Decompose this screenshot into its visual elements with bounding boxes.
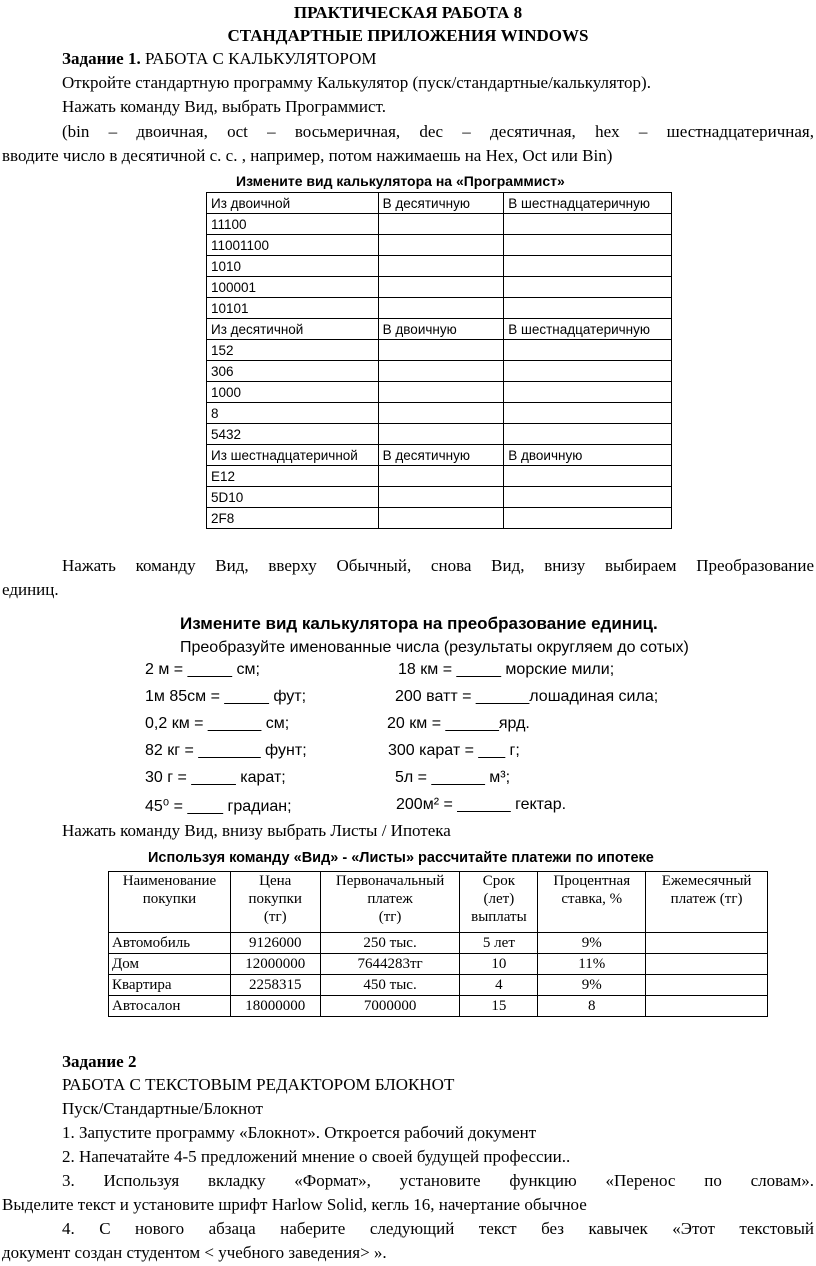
task1-paragraph-3b: вводите число в десятичной с. с. , например, потом нажимаешь на Hex, Oct или Bin) xyxy=(2,146,613,165)
programmer-value-cell: 10101 xyxy=(207,298,379,319)
programmer-header-row xyxy=(207,445,672,466)
units-exercise-right: 200м² = ______ гектар. xyxy=(396,796,567,813)
programmer-header-row xyxy=(207,193,672,214)
table-row xyxy=(207,256,672,277)
mortgage-header-line: покупки xyxy=(248,891,302,907)
programmer-answer-cell[interactable] xyxy=(504,298,672,319)
table-row xyxy=(207,340,672,361)
units-exercise-right: 200 ватт = ______лошадиная сила; xyxy=(395,688,659,705)
mortgage-header-line: (тг) xyxy=(378,909,402,925)
units-exercise-left: 30 г = _____ карат; xyxy=(145,769,286,786)
mortgage-answer-cell[interactable] xyxy=(646,954,768,975)
mortgage-header-line: Наименование xyxy=(122,873,217,889)
programmer-answer-cell[interactable] xyxy=(504,277,672,298)
programmer-value-cell: 11100 xyxy=(207,214,379,235)
task1-paragraph-2: Нажать команду Вид, выбрать Программист. xyxy=(62,97,386,116)
table-row xyxy=(109,996,768,1017)
programmer-answer-cell[interactable] xyxy=(504,235,672,256)
programmer-header-cell: В шестнадцатеричную xyxy=(504,319,672,340)
programmer-header-cell: Из десятичной xyxy=(207,319,379,340)
table-row xyxy=(207,382,672,403)
mortgage-caption: Используя команду «Вид» - «Листы» рассчитайте платежи по ипотеке xyxy=(148,850,654,866)
programmer-answer-cell[interactable] xyxy=(378,214,504,235)
task1-title: РАБОТА С КАЛЬКУЛЯТОРОМ xyxy=(140,49,377,68)
task1-heading xyxy=(62,48,377,70)
mortgage-header-line: Срок xyxy=(482,873,516,889)
programmer-answer-cell[interactable] xyxy=(504,424,672,445)
mortgage-value-cell: 9126000 xyxy=(230,933,320,954)
mortgage-value-cell: 11% xyxy=(538,954,646,975)
units-exercise-right: 18 км = _____ морские мили; xyxy=(398,661,615,678)
mortgage-header-line: ставка, % xyxy=(561,891,623,907)
programmer-header-cell: Из двоичной xyxy=(207,193,379,214)
mortgage-value-cell: 7644283тг xyxy=(320,954,460,975)
mortgage-header-line: покупки xyxy=(142,891,197,907)
programmer-value-cell: 2F8 xyxy=(207,508,379,529)
programmer-caption: Измените вид калькулятора на «Программист» xyxy=(236,173,565,189)
mortgage-value-cell: Квартира xyxy=(109,975,231,996)
programmer-answer-cell[interactable] xyxy=(378,277,504,298)
programmer-value-cell: 100001 xyxy=(207,277,379,298)
programmer-answer-cell[interactable] xyxy=(378,235,504,256)
programmer-answer-cell[interactable] xyxy=(378,340,504,361)
mortgage-value-cell: Автосалон xyxy=(109,996,231,1017)
programmer-answer-cell[interactable] xyxy=(378,403,504,424)
doc-subtitle: СТАНДАРТНЫЕ ПРИЛОЖЕНИЯ WINDOWS xyxy=(227,26,589,45)
programmer-answer-cell[interactable] xyxy=(378,487,504,508)
programmer-answer-cell[interactable] xyxy=(504,508,672,529)
programmer-header-cell: В десятичную xyxy=(378,193,504,214)
doc-title: ПРАКТИЧЕСКАЯ РАБОТА 8 xyxy=(293,3,523,22)
mortgage-header-cell xyxy=(109,872,231,933)
task1-paragraph-3a: (bin – двоичная, oct – восьмеричная, dec – десятичная, hex – шестнадцатеричная, xyxy=(62,122,814,141)
units-subtitle: Преобразуйте именованные числа (результаты округляем до сотых) xyxy=(180,639,689,656)
mortgage-header-line: (лет) xyxy=(483,891,515,907)
mortgage-answer-cell[interactable] xyxy=(646,975,768,996)
programmer-value-cell: 306 xyxy=(207,361,379,382)
table-row xyxy=(109,954,768,975)
task2-step-4a: 4. С нового абзаца наберите следующий текст без кавычек «Этот текстовый xyxy=(62,1219,814,1238)
mortgage-value-cell: 18000000 xyxy=(230,996,320,1017)
programmer-answer-cell[interactable] xyxy=(378,361,504,382)
mortgage-value-cell: Автомобиль xyxy=(109,933,231,954)
units-exercise-left: 2 м = _____ см; xyxy=(145,661,260,678)
mortgage-value-cell: 9% xyxy=(538,933,646,954)
mortgage-value-cell: 15 xyxy=(460,996,538,1017)
mortgage-value-cell: 8 xyxy=(538,996,646,1017)
units-intro-b: единиц. xyxy=(2,580,59,599)
mortgage-header-line xyxy=(112,908,227,926)
mortgage-header-line: Процентная xyxy=(553,873,631,889)
mortgage-header-line xyxy=(541,908,642,926)
task2-step-2: 2. Напечатайте 4-5 предложений мнение о своей будущей профессии.. xyxy=(62,1147,571,1166)
table-row xyxy=(207,277,672,298)
table-row xyxy=(207,466,672,487)
programmer-answer-cell[interactable] xyxy=(378,298,504,319)
programmer-value-cell: E12 xyxy=(207,466,379,487)
programmer-answer-cell[interactable] xyxy=(504,214,672,235)
programmer-value-cell: 8 xyxy=(207,403,379,424)
task2-heading: РАБОТА С ТЕКСТОВЫМ РЕДАКТОРОМ БЛОКНОТ xyxy=(62,1075,455,1094)
mortgage-value-cell: 10 xyxy=(460,954,538,975)
task2-step-1: 1. Запустите программу «Блокнот». Откроется рабочий документ xyxy=(62,1123,537,1142)
units-exercise-left: 1м 85см = _____ фут; xyxy=(145,688,307,705)
programmer-answer-cell[interactable] xyxy=(504,256,672,277)
mortgage-header-cell xyxy=(460,872,538,933)
task2-step-4b: документ создан студентом < учебного заведения> ». xyxy=(2,1243,387,1262)
programmer-value-cell: 11001100 xyxy=(207,235,379,256)
table-row xyxy=(207,403,672,424)
programmer-value-cell: 5D10 xyxy=(207,487,379,508)
programmer-answer-cell[interactable] xyxy=(504,361,672,382)
programmer-answer-cell[interactable] xyxy=(504,340,672,361)
mortgage-header-cell xyxy=(646,872,768,933)
units-exercise-left: 45⁰ = ____ градиан; xyxy=(145,798,292,815)
mortgage-value-cell: 7000000 xyxy=(320,996,460,1017)
mortgage-header-line: Цена xyxy=(259,873,292,889)
units-exercise-right: 300 карат = ___ г; xyxy=(388,742,520,759)
programmer-header-cell: В двоичную xyxy=(504,445,672,466)
mortgage-value-cell: 9% xyxy=(538,975,646,996)
mortgage-intro: Нажать команду Вид, внизу выбрать Листы / Ипотека xyxy=(62,821,451,840)
task2-label: Задание 2 xyxy=(62,1052,137,1071)
mortgage-value-cell: Дом xyxy=(109,954,231,975)
mortgage-value-cell: 5 лет xyxy=(460,933,538,954)
mortgage-value-cell: 4 xyxy=(460,975,538,996)
mortgage-value-cell: 12000000 xyxy=(230,954,320,975)
units-exercise-left: 82 кг = _______ фунт; xyxy=(145,742,307,759)
table-row xyxy=(109,933,768,954)
programmer-answer-cell[interactable] xyxy=(504,466,672,487)
table-row xyxy=(207,487,672,508)
programmer-table xyxy=(206,192,672,529)
mortgage-header-line: выплаты xyxy=(471,909,527,925)
table-row xyxy=(207,508,672,529)
programmer-answer-cell[interactable] xyxy=(504,403,672,424)
mortgage-answer-cell[interactable] xyxy=(646,933,768,954)
mortgage-header-cell xyxy=(320,872,460,933)
task1-label: Задание 1. xyxy=(62,49,141,68)
mortgage-header-cell xyxy=(230,872,320,933)
units-title: Измените вид калькулятора на преобразование единиц. xyxy=(180,614,658,633)
mortgage-header-row xyxy=(109,872,768,933)
table-row xyxy=(207,298,672,319)
mortgage-header-line: платеж (тг) xyxy=(670,891,743,907)
mortgage-value-cell: 250 тыс. xyxy=(320,933,460,954)
programmer-header-cell: Из шестнадцатеричной xyxy=(207,445,379,466)
mortgage-header-line: (тг) xyxy=(263,909,287,925)
programmer-answer-cell[interactable] xyxy=(504,382,672,403)
table-row xyxy=(207,235,672,256)
programmer-answer-cell[interactable] xyxy=(378,508,504,529)
table-row xyxy=(109,975,768,996)
mortgage-header-line: Первоначальный xyxy=(335,873,445,889)
mortgage-header-line: платеж xyxy=(367,891,413,907)
units-exercise-right: 20 км = ______ярд. xyxy=(387,715,530,732)
mortgage-header-line: Ежемесячный xyxy=(661,873,752,889)
task2-step-3a: 3. Используя вкладку «Формат», установите функцию «Перенос по словам». xyxy=(62,1171,814,1190)
mortgage-header-cell xyxy=(538,872,646,933)
mortgage-answer-cell[interactable] xyxy=(646,996,768,1017)
programmer-value-cell: 5432 xyxy=(207,424,379,445)
programmer-answer-cell[interactable] xyxy=(504,487,672,508)
programmer-answer-cell[interactable] xyxy=(378,256,504,277)
units-exercise-left: 0,2 км = ______ см; xyxy=(145,715,290,732)
mortgage-table xyxy=(108,871,768,1017)
table-row xyxy=(207,361,672,382)
task2-path: Пуск/Стандартные/Блокнот xyxy=(62,1099,263,1118)
programmer-value-cell: 152 xyxy=(207,340,379,361)
mortgage-value-cell: 2258315 xyxy=(230,975,320,996)
units-exercise-right: 5л = ______ м³; xyxy=(395,769,511,786)
programmer-value-cell: 1010 xyxy=(207,256,379,277)
programmer-header-row xyxy=(207,319,672,340)
programmer-header-cell: В десятичную xyxy=(378,445,504,466)
programmer-value-cell: 1000 xyxy=(207,382,379,403)
programmer-answer-cell[interactable] xyxy=(378,424,504,445)
programmer-header-cell: В шестнадцатеричную xyxy=(504,193,672,214)
programmer-header-cell: В двоичную xyxy=(378,319,504,340)
units-intro-a: Нажать команду Вид, вверху Обычный, снова Вид, внизу выбираем Преобразование xyxy=(62,556,814,575)
programmer-answer-cell[interactable] xyxy=(378,382,504,403)
programmer-answer-cell[interactable] xyxy=(378,466,504,487)
task2-step-3b: Выделите текст и установите шрифт Harlow Solid, кегль 16, начертание обычное xyxy=(2,1195,587,1214)
table-row xyxy=(207,214,672,235)
task1-paragraph-1: Откройте стандартную программу Калькулятор (пуск/стандартные/калькулятор). xyxy=(62,73,651,92)
table-row xyxy=(207,424,672,445)
mortgage-value-cell: 450 тыс. xyxy=(320,975,460,996)
mortgage-header-line xyxy=(649,908,764,926)
